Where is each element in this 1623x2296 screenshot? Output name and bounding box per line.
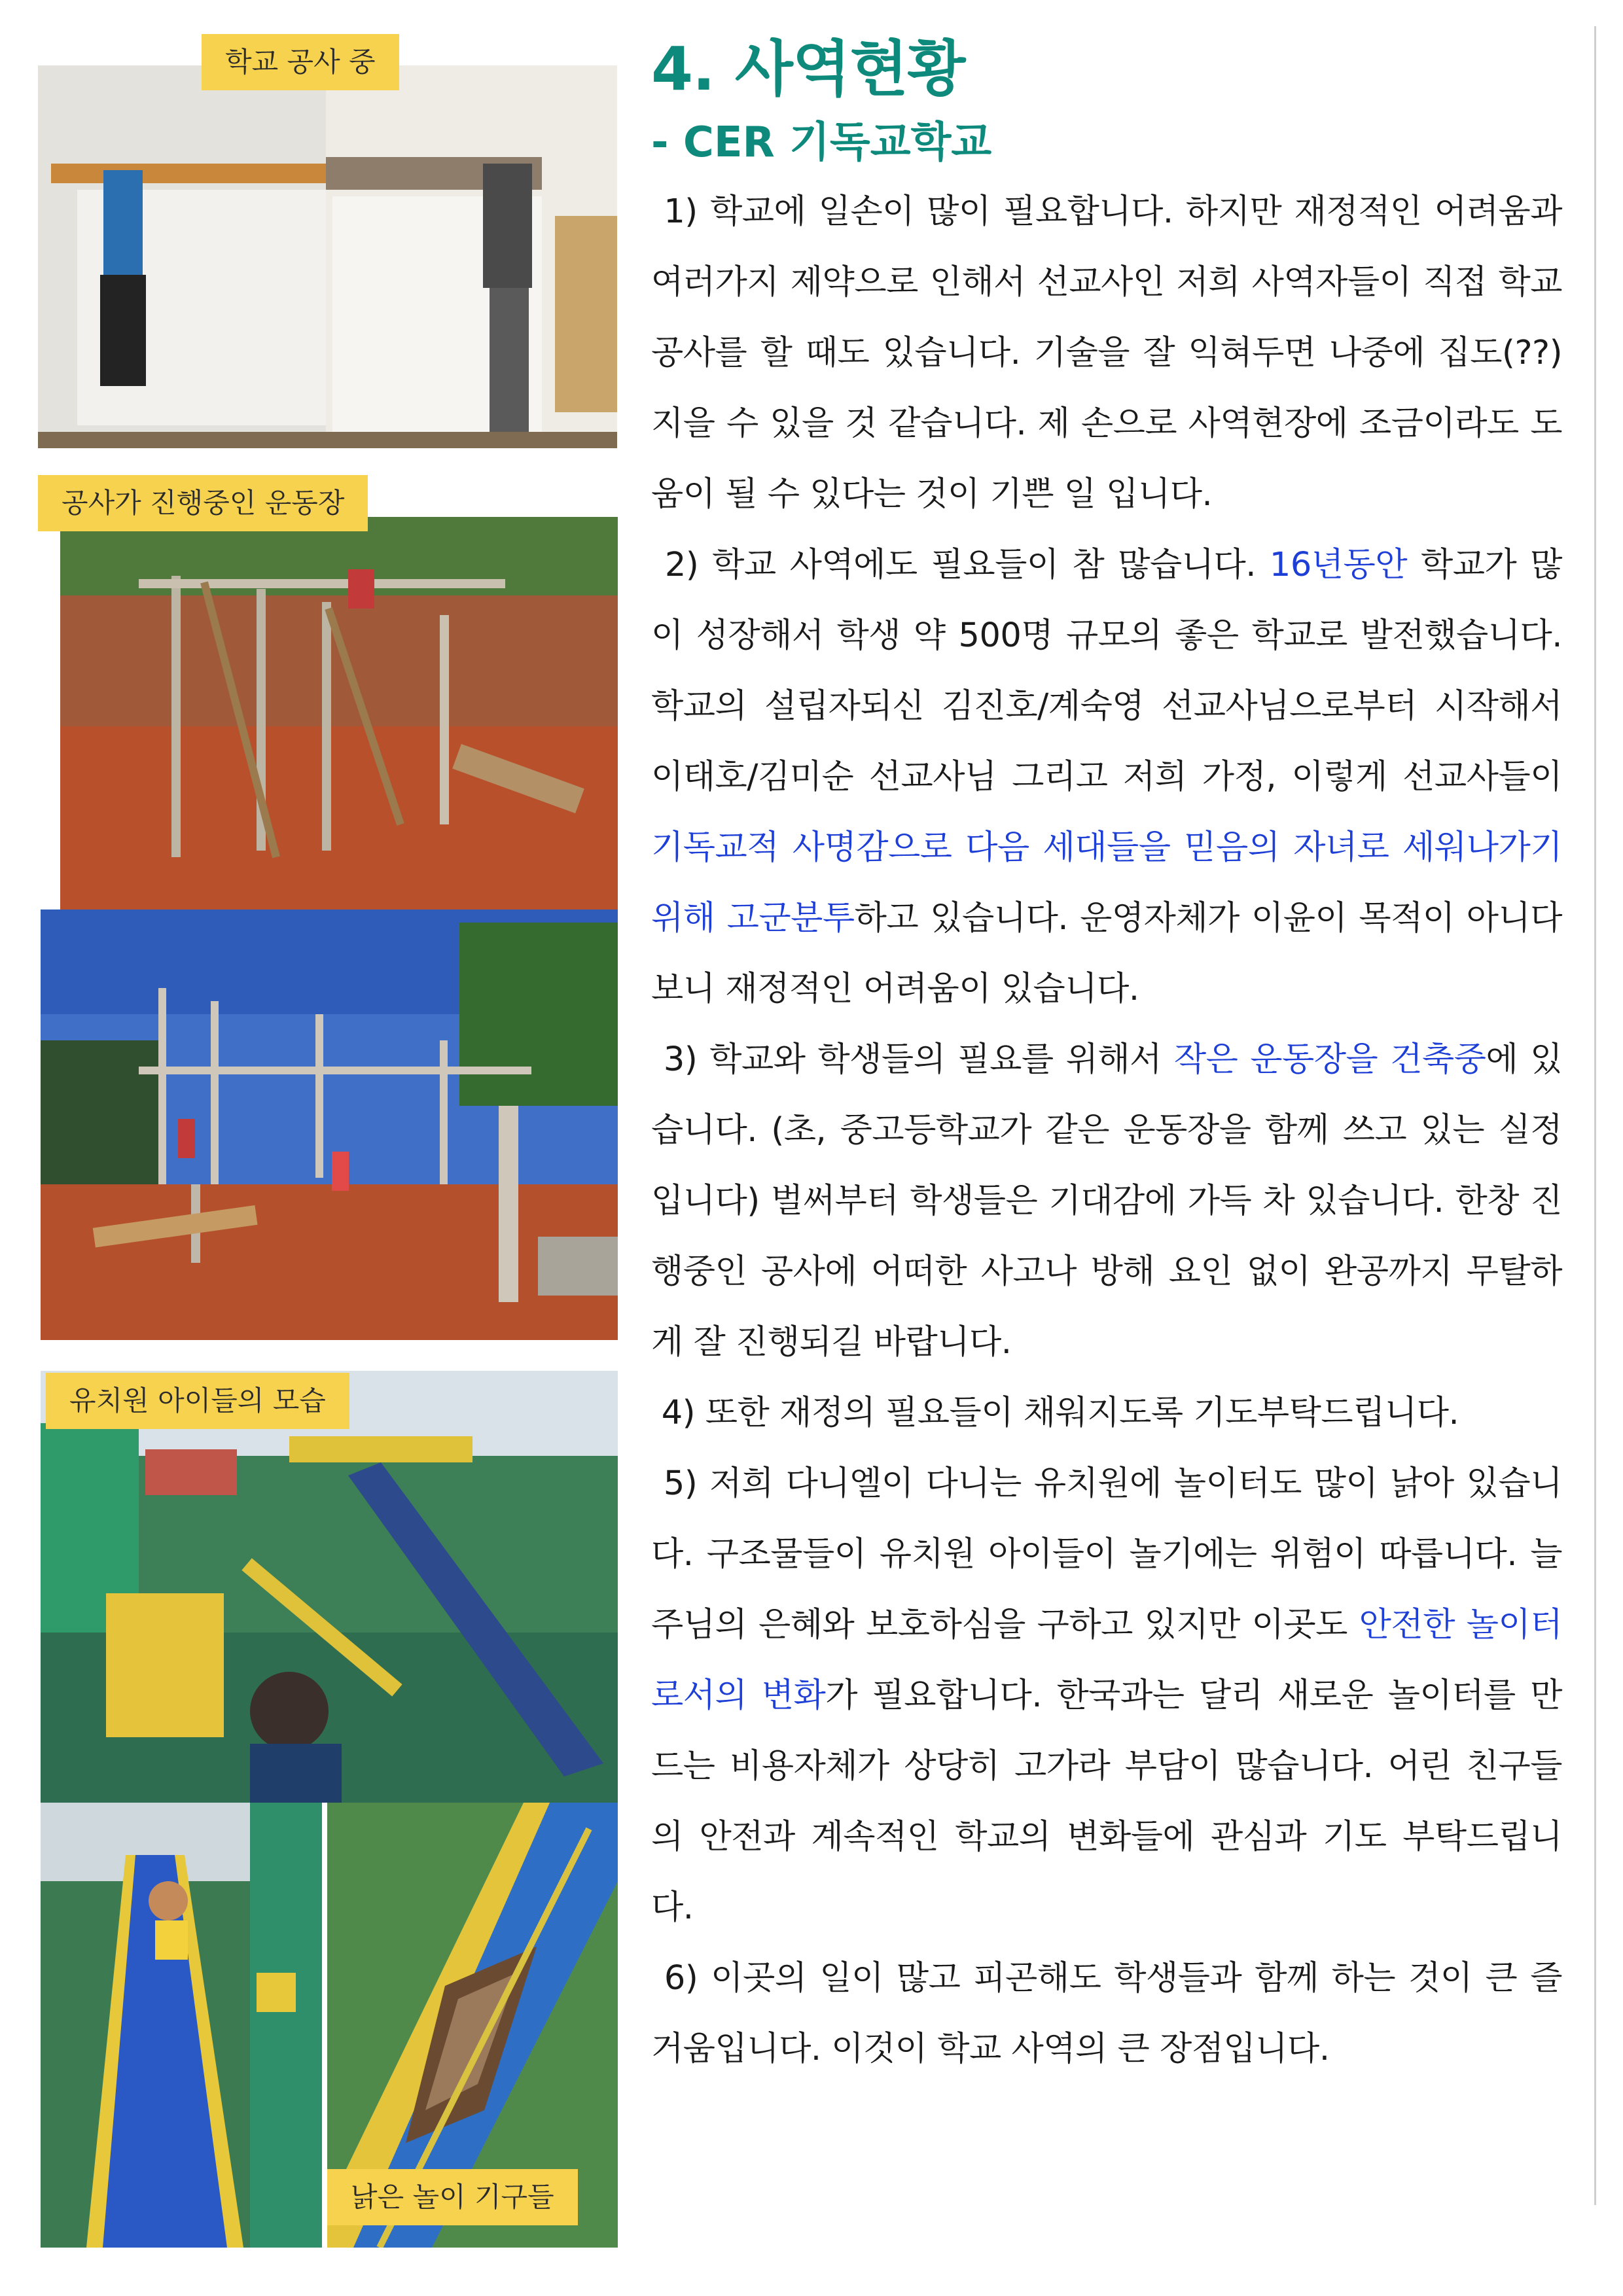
photo-kindergarten [41, 1371, 618, 1803]
paragraph-2-text-e: 하고 있습니다. 운영자체가 이윤이 목적이 아니다 보니 재정적인 어려움이 있습니다. [651, 899, 1563, 1008]
paragraph-2-text-a: 2) 학교 사역에도 필요들이 참 많습니다. [664, 546, 1270, 584]
page-divider-line [1594, 26, 1596, 2205]
photo-playground-construction [60, 517, 618, 910]
section-subheading: - CER 기독교학교 [651, 118, 992, 167]
paragraph-5 [651, 1449, 1562, 1943]
paragraph-1 [651, 177, 1562, 530]
paragraph-4-text: 4) 또한 재정의 필요들이 채워지도록 기도부탁드립니다. [661, 1394, 1459, 1432]
paragraph-5-highlight: 안전한 놀이터로서의 변화 [651, 1606, 1562, 1715]
paragraph-3 [651, 1025, 1562, 1378]
caption-kindergarten: 유치원 아이들의 모습 [46, 1373, 349, 1429]
paragraph-2-highlight-b: 기독교적 사명감으로 다음 세대들을 믿음의 자녀로 세워나가기 위해 고군분투 [651, 828, 1562, 938]
photo-slide [41, 1803, 322, 2248]
content-column [651, 34, 1563, 2085]
paragraph-3-text-c: 에 있습니다. (초, 중고등학교가 같은 운동장을 함께 쓰고 있는 실정입니다) 벌써부터 학생들은 기대감에 가득 차 있습니다. 한창 진행중인 공사에 어떠한 사고나 방해 요인 없이 완공까지 무탈하게 잘 진행되길 바랍니다. [651, 1040, 1562, 1362]
paragraph-3-text-a: 3) 학교와 학생들의 필요를 위해서 [663, 1040, 1174, 1079]
caption-old-equipment: 낡은 놀이 기구들 [327, 2169, 578, 2225]
paragraph-6 [651, 1943, 1562, 2085]
paragraph-2-text-c: 학교가 많이 성장해서 학생 약 500명 규모의 좋은 학교로 발전했습니다. 학교의 설립자되신 김진호/계숙영 선교사님으로부터 시작해서 이태호/김미순 선교사님 그리고 저희 가정, 이렇게 선교사들이 [651, 546, 1562, 796]
photo-wall-construction [38, 65, 617, 448]
paragraph-5-text-c: 가 필요합니다. 한국과는 달리 새로운 놀이터를 만드는 비용자체가 상당히 고가라 부담이 많습니다. 어린 친구들의 안전과 계속적인 학교의 변화들에 관심과 기도 부탁드립니다. [651, 1676, 1562, 1927]
photo-construction-site [41, 910, 618, 1340]
paragraph-5-text-a: 5) 저희 다니엘이 다니는 유치원에 놀이터도 많이 낡아 있습니다. 구조물들이 유치원 아이들이 놀기에는 위험이 따릅니다. 늘 주님의 은혜와 보호하심을 구하고 있지만 이곳도 [651, 1464, 1562, 1644]
caption-playground-construction: 공사가 진행중인 운동장 [38, 475, 368, 531]
paragraph-6-text: 6) 이곳의 일이 많고 피곤해도 학생들과 함께 하는 것이 큰 즐거움입니다. 이것이 학교 사역의 큰 장점입니다. [651, 1959, 1562, 2068]
section-heading: 4. 사역현황 [651, 34, 965, 104]
paragraph-2 [651, 530, 1562, 1025]
paragraph-1-text: 1) 학교에 일손이 많이 필요합니다. 하지만 재정적인 어려움과 여러가지 제약으로 인해서 선교사인 저희 사역자들이 직접 학교 공사를 할 때도 있습니다. 기술을 잘 익혀두면 나중에 집도(??) 지을 수 있을 것 같습니다. 제 손으로 사역현장에 조금이라도 도움이 될 수 있다는 것이 기쁜 일 입니다. [651, 192, 1562, 514]
paragraph-4 [651, 1378, 1562, 1449]
paragraph-2-highlight-a: 16년동안 [1269, 546, 1408, 584]
caption-school-construction: 학교 공사 중 [202, 34, 399, 90]
paragraph-3-highlight: 작은 운동장을 건축중 [1173, 1040, 1486, 1079]
